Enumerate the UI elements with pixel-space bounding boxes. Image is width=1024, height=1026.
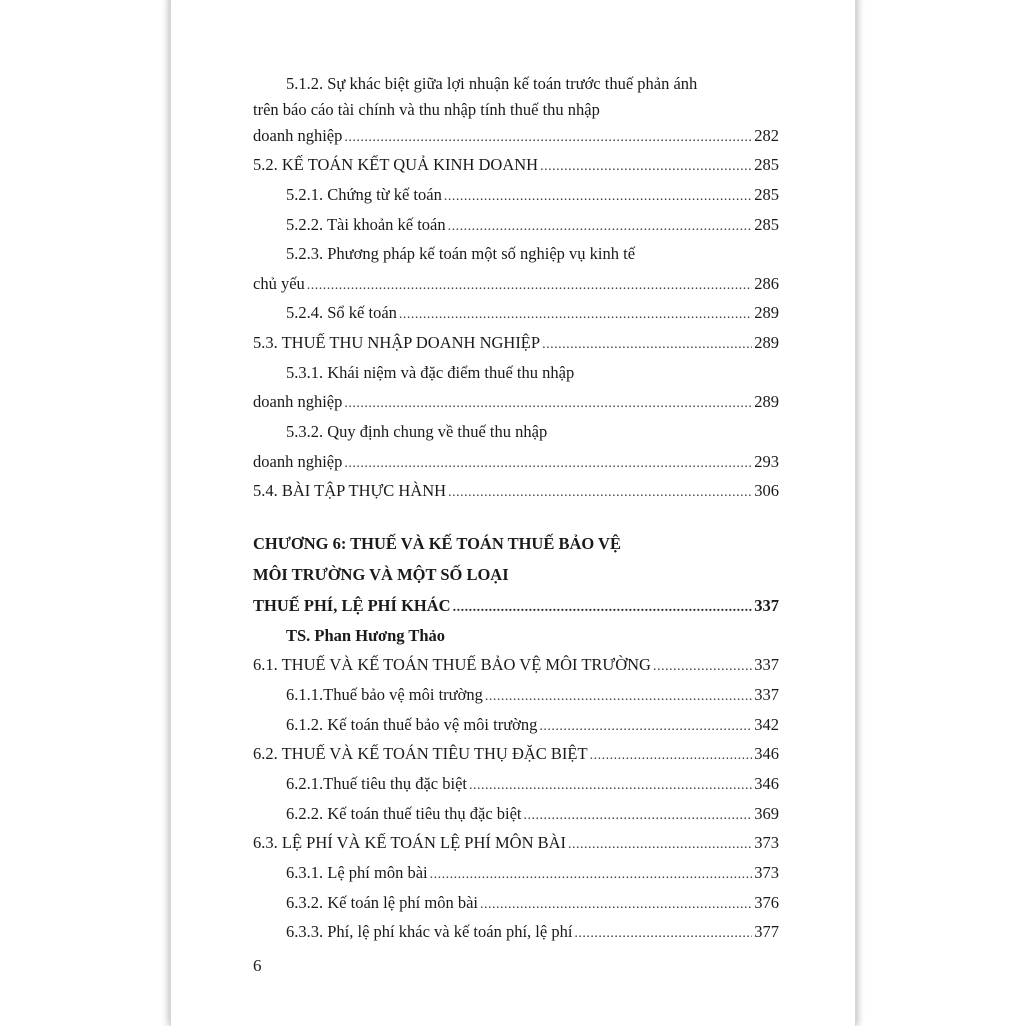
toc-entry-5-2: 5.2. KẾ TOÁN KẾT QUẢ KINH DOANH ..... 285 (253, 151, 779, 179)
toc-entry-6-2: 6.2. THUẾ VÀ KẾ TOÁN TIÊU THỤ ĐẶC BIỆT ..... 346 (253, 740, 779, 768)
toc-entry-6-3-2: 6.3.2. Kế toán lệ phí môn bài ..... 376 (286, 889, 779, 917)
toc-entry-6-2-2: 6.2.2. Kế toán thuế tiêu thụ đặc biệt ..... 369 (286, 800, 779, 828)
page-number: 285 (754, 155, 779, 174)
page-number: 373 (754, 833, 779, 852)
toc-entry-5-3-2: doanh nghiệp ..... 293 (253, 448, 779, 476)
dot-leader (653, 653, 752, 681)
page-number: 285 (754, 215, 779, 234)
toc-entry-5-3-2-line1: 5.3.2. Quy định chung về thuế thu nhập (286, 422, 548, 441)
page-number: 289 (754, 333, 779, 352)
dot-leader (399, 301, 752, 329)
toc-entry-5-2-1: 5.2.1. Chứng từ kế toán ..... 285 (286, 181, 779, 209)
page-number: 293 (754, 452, 779, 471)
dot-leader (469, 772, 752, 800)
page-number: 346 (754, 774, 779, 793)
dot-leader (344, 124, 752, 152)
dot-leader (574, 920, 752, 948)
toc-entry-5-3: 5.3. THUẾ THU NHẬP DOANH NGHIỆP ..... 289 (253, 329, 779, 357)
toc-entry-5-2-3: chủ yếu ..... 286 (253, 270, 779, 298)
footer-page-number: 6 (253, 956, 262, 975)
toc-entry-5-3-1-line1: 5.3.1. Khái niệm và đặc điểm thuế thu nhập (286, 363, 575, 382)
dot-leader (444, 183, 752, 211)
toc-entry-5-4: 5.4. BÀI TẬP THỰC HÀNH ..... 306 (253, 477, 779, 505)
chapter-6-heading-line2: MÔI TRƯỜNG VÀ MỘT SỐ LOẠI (253, 565, 509, 584)
toc-entry-6-1-1: 6.1.1.Thuế bảo vệ môi trường ..... 337 (286, 681, 779, 709)
dot-leader (430, 861, 753, 889)
dot-leader (307, 272, 752, 300)
page-number: 377 (754, 922, 779, 941)
toc-entry-6-2-1: 6.2.1.Thuế tiêu thụ đặc biệt ..... 346 (286, 770, 779, 798)
chapter-author: TS. Phan Hương Thảo (286, 626, 446, 645)
toc-entry-5-1-2: doanh nghiệp ..... 282 (253, 122, 779, 150)
toc-entry-5-1-2-line1: 5.1.2. Sự khác biệt giữa lợi nhuận kế toán trước thuế phản ánh (286, 74, 698, 93)
page-number: 373 (754, 863, 779, 882)
toc-entry-5-1-2-line2: trên báo cáo tài chính và thu nhập tính thuế thu nhập (253, 100, 600, 119)
dot-leader (344, 390, 752, 418)
page-number: 289 (754, 392, 779, 411)
page-number: 286 (754, 274, 779, 293)
chapter-6-heading-line1: CHƯƠNG 6: THUẾ VÀ KẾ TOÁN THUẾ BẢO VỆ (253, 534, 621, 553)
dot-leader (539, 713, 752, 741)
page-number: 282 (754, 126, 779, 145)
dot-leader (524, 802, 753, 830)
toc-entry-5-2-3-line1: 5.2.3. Phương pháp kế toán một số nghiệp vụ kinh tế (286, 244, 636, 263)
toc-entry-6-3-3: 6.3.3. Phí, lệ phí khác và kế toán phí, lệ phí ..... 377 (286, 918, 779, 946)
toc-entry-6-1: 6.1. THUẾ VÀ KẾ TOÁN THUẾ BẢO VỆ MÔI TRƯỜNG ..... 337 (253, 651, 779, 679)
page-number: 369 (754, 804, 779, 823)
toc-entry-6-1-2: 6.1.2. Kế toán thuế bảo vệ môi trường ..... 342 (286, 711, 779, 739)
toc-entry-5-2-2: 5.2.2. Tài khoản kế toán ..... 285 (286, 211, 779, 239)
page-number: 342 (754, 715, 779, 734)
toc-entry-chapter-6: THUẾ PHÍ, LỆ PHÍ KHÁC ..... 337 (253, 592, 779, 620)
page-number: 285 (754, 185, 779, 204)
toc-entry-6-3-1: 6.3.1. Lệ phí môn bài ..... 373 (286, 859, 779, 887)
dot-leader (448, 213, 753, 241)
page-number: 376 (754, 893, 779, 912)
toc-entry-5-2-4: 5.2.4. Sổ kế toán ..... 289 (286, 299, 779, 327)
page-number: 337 (754, 596, 779, 615)
dot-leader (453, 594, 753, 622)
toc-entry-5-3-1: doanh nghiệp ..... 289 (253, 388, 779, 416)
dot-leader (590, 742, 753, 770)
dot-leader (480, 891, 752, 919)
toc-entry-6-3: 6.3. LỆ PHÍ VÀ KẾ TOÁN LỆ PHÍ MÔN BÀI ..... 373 (253, 829, 779, 857)
dot-leader (485, 683, 752, 711)
page-number: 289 (754, 303, 779, 322)
page-number: 346 (754, 744, 779, 763)
dot-leader (542, 331, 752, 359)
page-number: 306 (754, 481, 779, 500)
dot-leader (568, 831, 752, 859)
dot-leader (344, 450, 752, 478)
page-number: 337 (754, 655, 779, 674)
dot-leader (448, 479, 752, 507)
dot-leader (540, 153, 752, 181)
page-number: 337 (754, 685, 779, 704)
